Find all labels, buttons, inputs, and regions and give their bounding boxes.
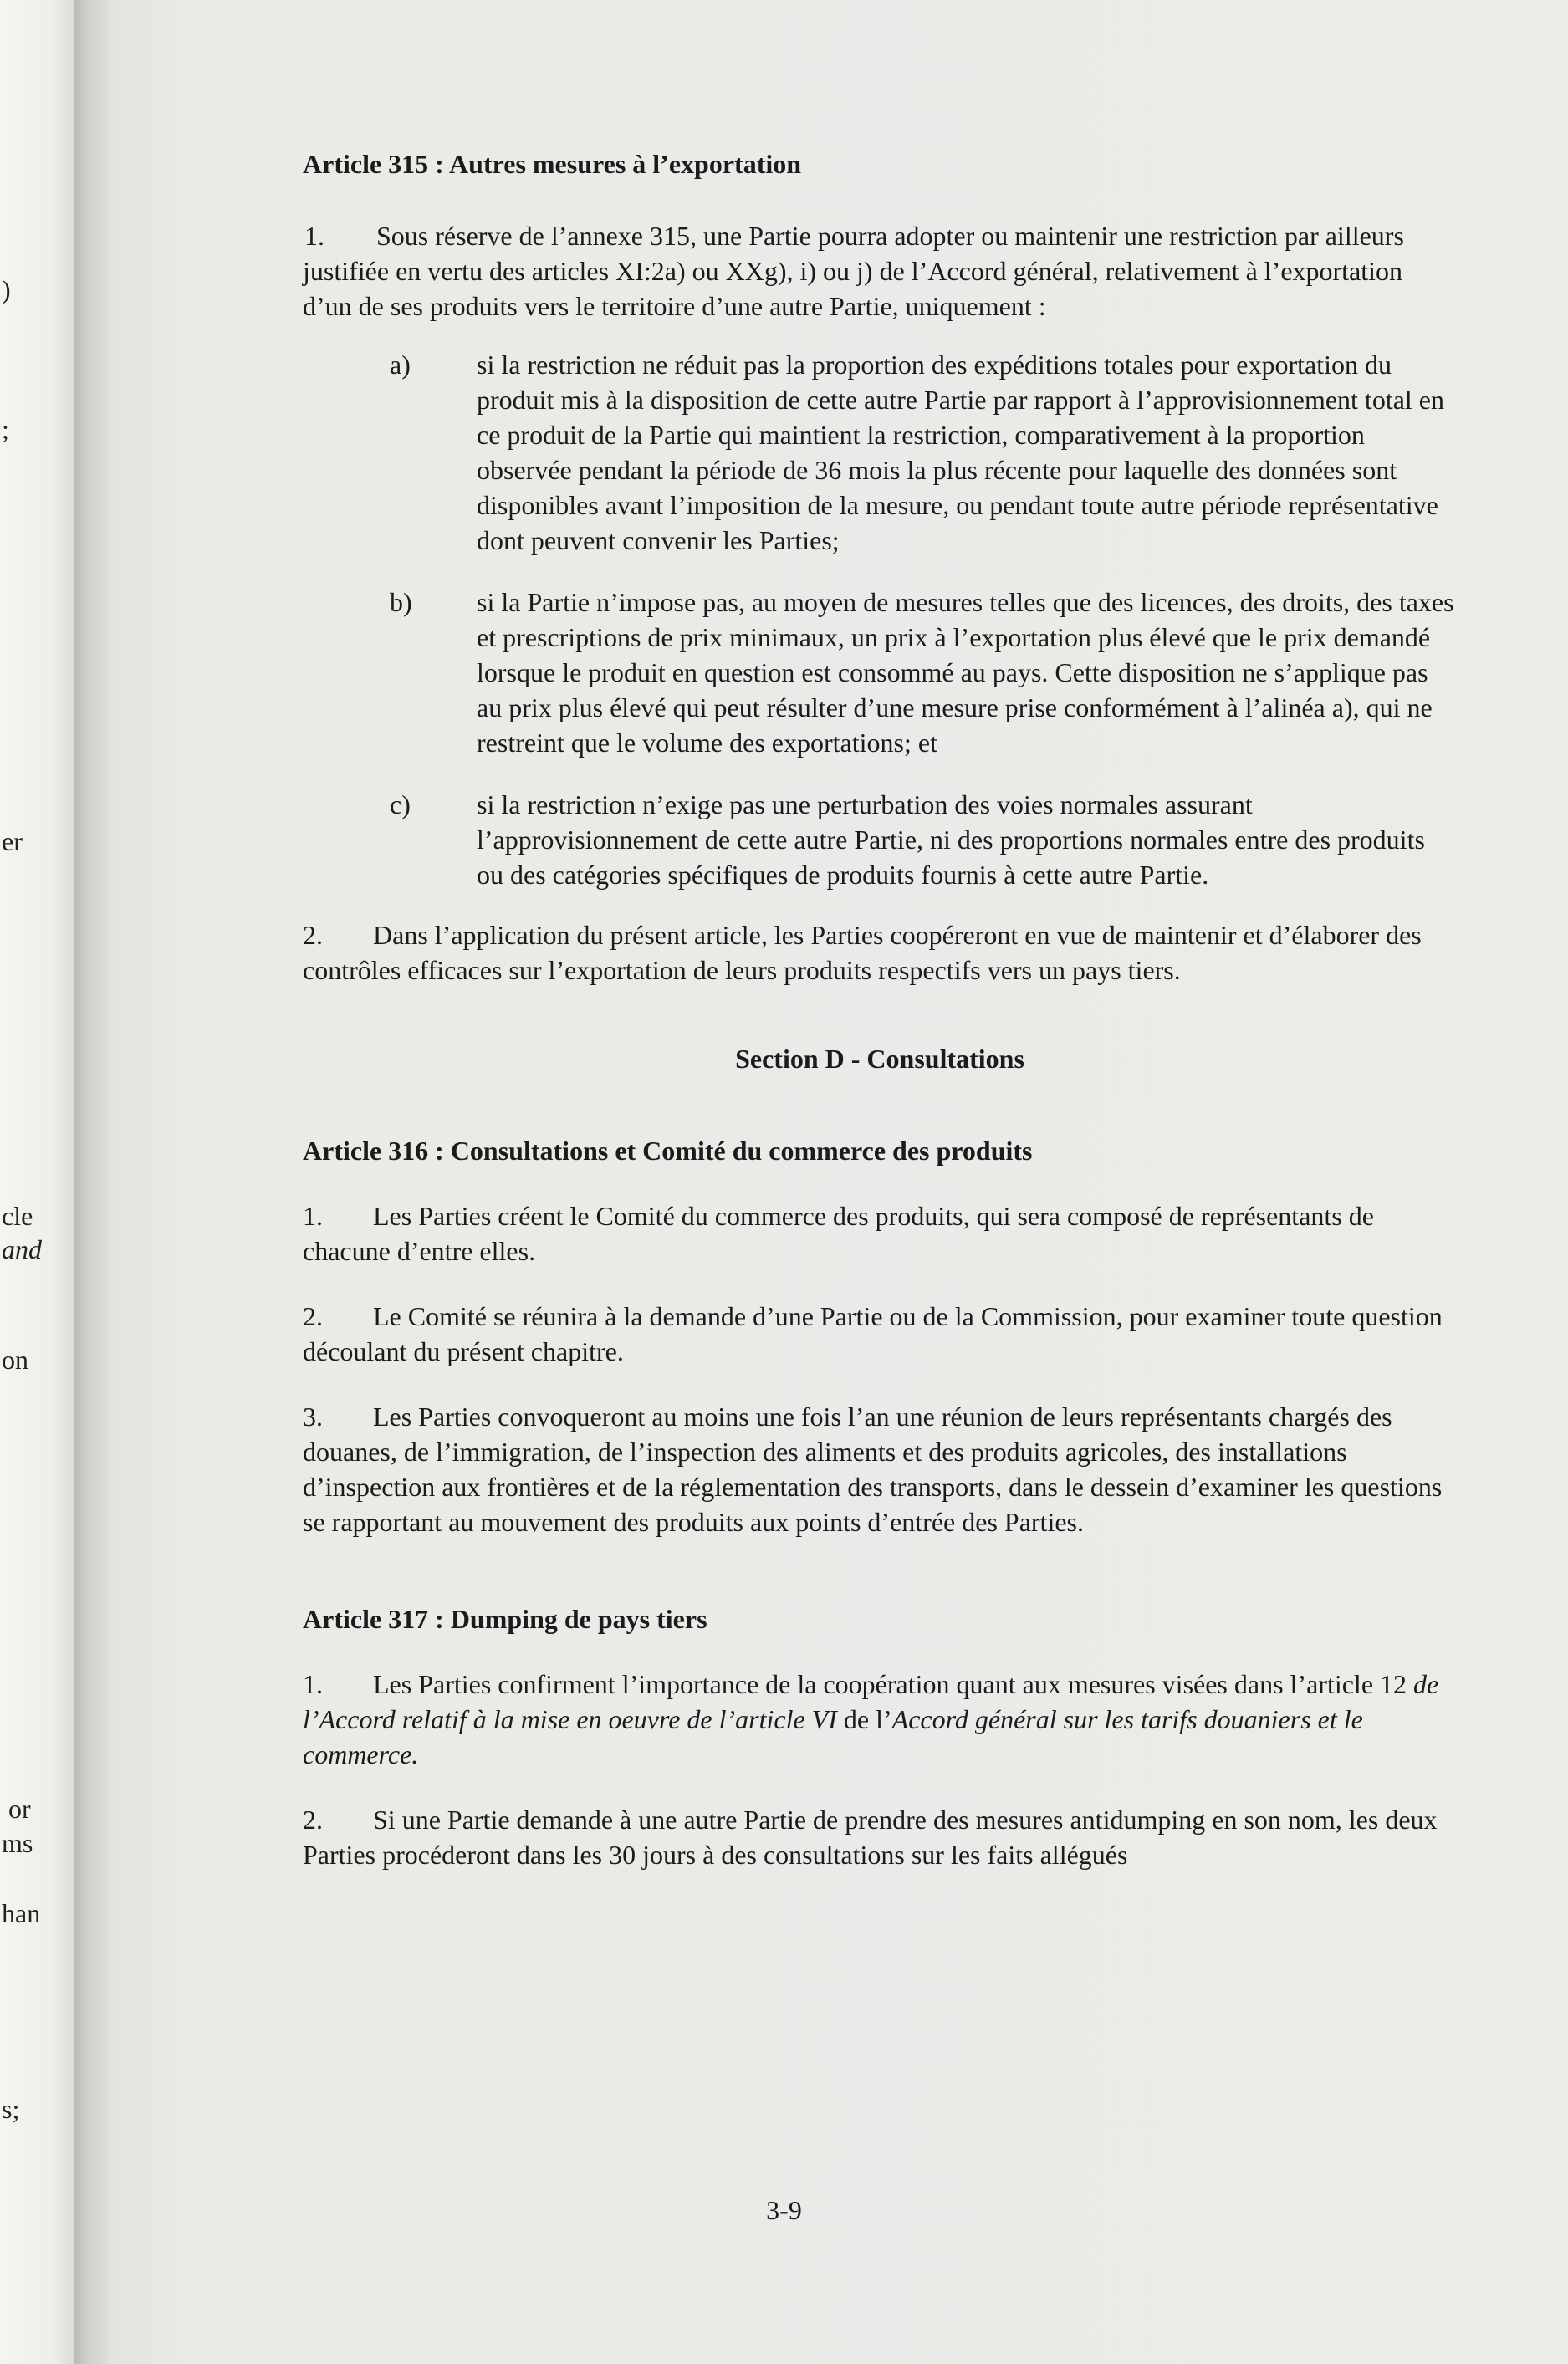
left-page-fragment: ;: [2, 414, 9, 444]
paragraph-text: de l’: [836, 1704, 892, 1734]
article-316-heading: Article 316 : Consultations et Comité du commerce des produits: [303, 1136, 1033, 1166]
book-gutter: [74, 0, 109, 2364]
article-315-paragraph-1: [303, 218, 1457, 324]
article-315-heading: Article 315 : Autres mesures à l’exportation: [303, 149, 802, 179]
paragraph-text: Les Parties confirment l’importance de la coopération quant aux mesures visées dans l’article 12: [373, 1669, 1414, 1699]
paragraph-number: 2.: [303, 920, 323, 950]
paragraph-number: 3.: [303, 1402, 323, 1432]
article-316-paragraph-3: [303, 1399, 1457, 1539]
paragraph-text: Si une Partie demande à une autre Partie de prendre des mesures antidumping en son nom, les deux Parties procéderont dans les 30 jours à des consultations sur les faits allégués: [303, 1805, 1438, 1870]
paragraph-text: Les Parties convoqueront au moins une fois l’an une réunion de leurs représentants chargés des douanes, de l’immigration, de l’inspection des aliments et des produits agricoles, des installations d’inspection aux frontières et de la réglementation des transports, dans le dessein d’examiner les questions se rapportant au mouvement des produits aux points d’entrée des Parties.: [303, 1402, 1443, 1537]
left-page-fragment: ): [2, 274, 11, 304]
paragraph-text: Les Parties créent le Comité du commerce des produits, qui sera composé de représentants de chacune d’entre elles.: [303, 1201, 1374, 1266]
section-d-title: Section D - Consultations: [735, 1044, 1024, 1074]
item-letter: a): [390, 350, 411, 380]
article-315-item-b: [303, 585, 1457, 760]
paragraph-number: 1.: [303, 1669, 323, 1699]
item-letter: c): [390, 789, 411, 819]
item-letter: b): [390, 587, 412, 617]
paragraph-number: 2.: [303, 1301, 323, 1331]
left-page-fragment: ms: [2, 1828, 33, 1858]
item-text: si la restriction ne réduit pas la proportion des expéditions totales pour exportation du produit mis à la disposition de cette autre Partie par rapport à l’approvisionnement total en ce produit de la Partie qui maintient la restriction, comparativement à la proportion observée pendant la période de 36 mois la plus récente pour laquelle des données sont disponibles avant l’imposition de la mesure, ou pendant toute autre période représentative dont peuvent convenir les Parties;: [477, 350, 1444, 555]
paragraph-number: 1.: [304, 221, 324, 251]
page-number: 3-9: [766, 2195, 802, 2225]
article-317-heading: Article 317 : Dumping de pays tiers: [303, 1604, 707, 1634]
paragraph-italic-text: de l’Accord relatif à la mise en oeuvre de l’article VI: [303, 1669, 1439, 1734]
left-page-fragment: s;: [2, 2094, 20, 2124]
page-content: [303, 146, 1457, 1872]
paragraph-number: 2.: [303, 1805, 323, 1835]
left-page-fragment: on: [2, 1345, 28, 1375]
article-316-paragraph-1: [303, 1198, 1457, 1269]
article-317-paragraph-1: [303, 1667, 1457, 1772]
article-315-paragraph-2: [303, 917, 1457, 988]
article-316-paragraph-2: [303, 1299, 1457, 1369]
article-317-paragraph-2: [303, 1802, 1457, 1872]
paragraph-text: Dans l’application du présent article, les Parties coopéreront en vue de maintenir et d’élaborer des contrôles efficaces sur l’exportation de leurs produits respectifs vers un pays tiers.: [303, 920, 1422, 985]
item-text: si la restriction n’exige pas une perturbation des voies normales assurant l’approvisionnement de cette autre Partie, ni des proportions normales entre des produits ou des catégories spécifiques de produits fournis à cette autre Partie.: [477, 789, 1425, 890]
left-page-fragment: han: [2, 1898, 41, 1928]
article-315-item-a: [303, 347, 1457, 558]
left-page-fragment: or: [8, 1794, 31, 1824]
left-page-fragment: and: [2, 1234, 42, 1264]
left-page-fragment: er: [2, 826, 23, 856]
paragraph-number: 1.: [303, 1201, 323, 1231]
left-page-fragment: cle: [2, 1201, 33, 1231]
item-text: si la Partie n’impose pas, au moyen de mesures telles que des licences, des droits, des taxes et prescriptions de prix minimaux, un prix à l’exportation plus élevé que le prix demandé lorsque le produit en question est consommé au pays. Cette disposition ne s’applique pas au prix plus élevé qui peut résulter d’une mesure prise conformément à l’alinéa a), qui ne restreint que le volume des exportations; et: [477, 587, 1454, 758]
left-facing-page: [0, 0, 74, 2364]
paragraph-text: Le Comité se réunira à la demande d’une Partie ou de la Commission, pour examiner toute question découlant du présent chapitre.: [303, 1301, 1443, 1366]
paragraph-italic-text: Accord général sur les tarifs douaniers et le commerce.: [303, 1704, 1363, 1769]
article-315-item-c: [303, 787, 1457, 892]
paragraph-text: Sous réserve de l’annexe 315, une Partie pourra adopter ou maintenir une restriction par ailleurs justifiée en vertu des articles XI:2a) ou XXg), i) ou j) de l’Accord général, relativement à l’exportation d’un de ses produits vers le territoire d’une autre Partie, uniquement :: [303, 221, 1404, 321]
